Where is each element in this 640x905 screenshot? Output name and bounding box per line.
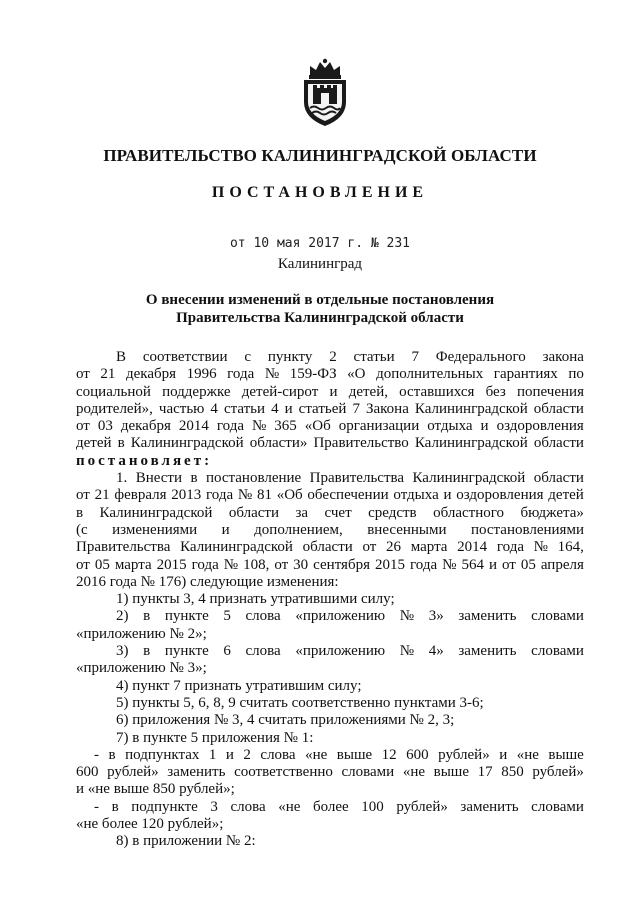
body-line: «приложению № 2»; [76,625,207,642]
document-type-heading: ПОСТАНОВЛЕНИЕ [211,184,429,201]
city-name: Калининград [277,256,363,272]
body-line: «не более 120 рублей»; [76,816,224,833]
body-line: В соответствии с пункту 2 статьи 7 Федерального закона [116,349,584,365]
body-line: - в подпунктах 1 и 2 слова «не выше 12 600 рублей» и «не выше [94,746,584,763]
body-line: Правительства Калининградской области от 26 марта 2014 года № 164, [76,539,584,556]
body-line: от 21 февраля 2013 года № 81 «Об обеспечении отдыха и оздоровления детей [76,487,584,504]
body-line: 8) в приложении № 2: [116,833,256,850]
body-line: родителей», частью 4 статьи 4 и статьей 7 Закона Калининградской области [76,400,584,417]
body-line: 2016 года № 176) следующие изменения: [76,573,339,590]
body-line: (с изменениями и дополнением, внесенными постановлениями [76,521,584,538]
body-line: 7) в пункте 5 приложения № 1: [116,729,314,746]
body-line: 3) в пункте 6 слова «приложению № 4» заменить словами [116,643,584,660]
body-line: 600 рублей» заменить соответственно словами «не выше 17 850 рублей» [76,764,584,781]
body-line: от 05 марта 2015 года № 108, от 30 сентября 2015 года № 564 и от 05 апреля [76,556,584,573]
body-line: - в подпункте 3 слова «не более 100 рублей» заменить словами [94,798,584,815]
body-line: и «не выше 850 рублей»; [76,781,235,798]
body-line: в Калининградской области за счет средств областного бюджета» [76,504,584,521]
date-number-line: от 10 мая 2017 г. № 231 [229,236,410,251]
body-line: 1. Внести в постановление Правительства Калининградской области [116,470,584,487]
body-line: 4) пункт 7 признать утратившим силу; [116,677,362,694]
body-line: «приложению № 3»; [76,660,207,677]
body-line: социальной поддержке детей-сирот и детей, оставшихся без попечения [76,383,584,400]
subject-line: О внесении изменений в отдельные постановления [145,292,495,308]
body-line: 6) приложения № 3, 4 считать приложениями № 2, 3; [116,712,455,729]
body-line: детей в Калининградской области» Правительство Калининградской области [76,435,584,452]
body-line: от 21 декабря 1996 года № 159-ФЗ «О дополнительных гарантиях по [76,366,584,383]
body-line: от 03 декабря 2014 года № 365 «Об организации отдыха и оздоровления [76,418,584,435]
document-subject [0,291,640,327]
body-line: 1) пункты 3, 4 признать утратившими силу; [116,591,395,608]
body-line: постановляет: [76,452,213,469]
body-line: 5) пункты 5, 6, 8, 9 считать соответственно пунктами 3-6; [116,694,484,711]
coat-of-arms-emblem [298,58,352,128]
document-body [76,349,584,851]
subject-line: Правительства Калининградской области [176,310,464,326]
body-line: 2) в пункте 5 слова «приложению № 3» заменить словами [116,608,584,625]
government-title: ПРАВИТЕЛЬСТВО КАЛИНИНГРАДСКОЙ ОБЛАСТИ [103,146,537,165]
